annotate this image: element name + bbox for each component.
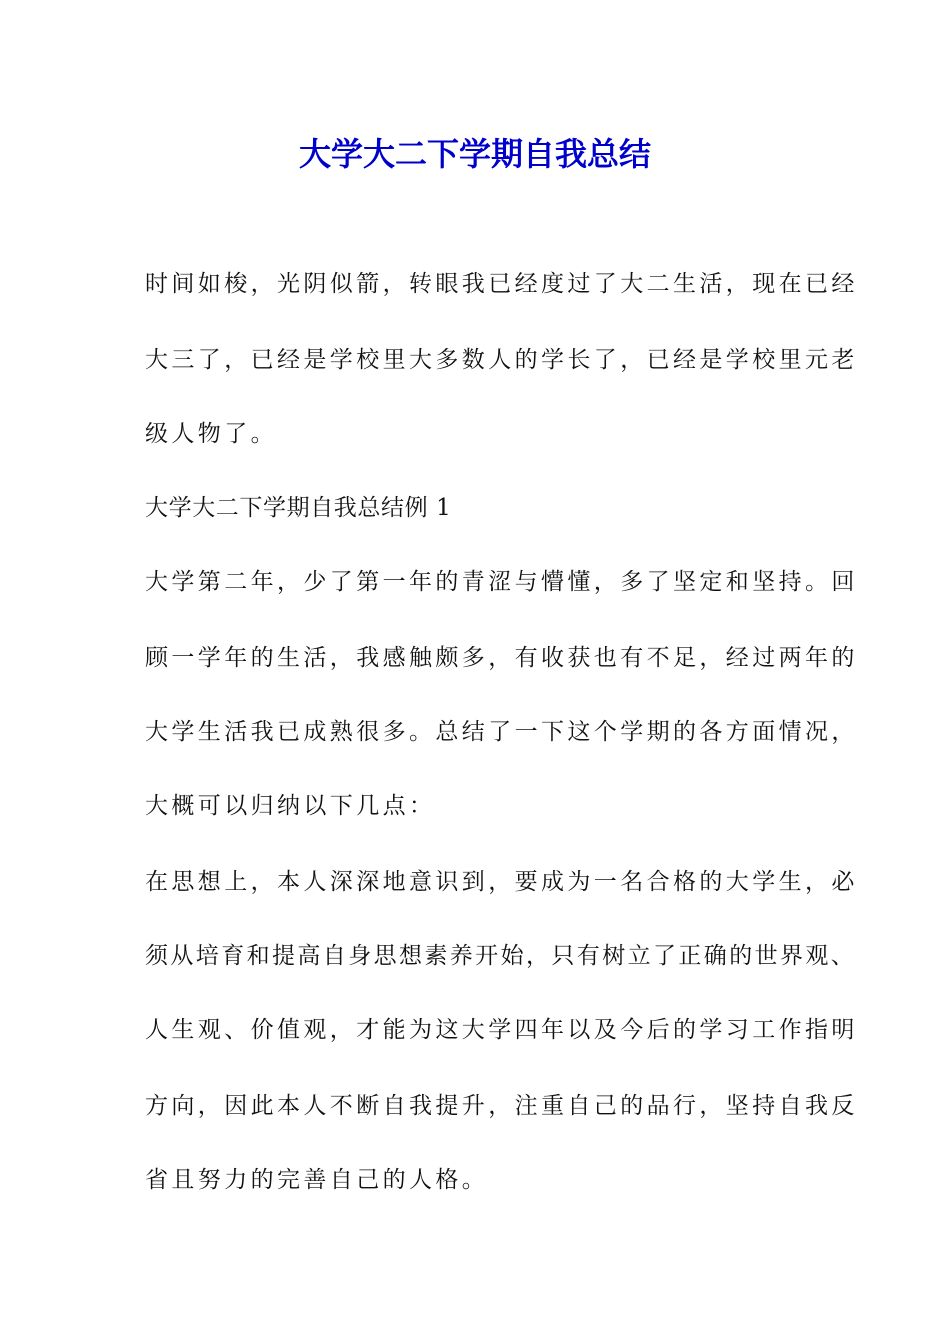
- paragraph-line: 大学第二年，少了第一年的青涩与懵懂，多了坚定和坚持。回: [145, 569, 858, 595]
- paragraph-line: 须从培育和提高自身思想素养开始，只有树立了正确的世界观、: [145, 943, 857, 969]
- document-title: 大学大二下学期自我总结: [298, 135, 651, 173]
- paragraph-line: 在思想上，本人深深地意识到，要成为一名合格的大学生，必: [145, 869, 858, 895]
- section-heading: 大学大二下学期自我总结例 1: [145, 495, 452, 521]
- paragraph-line: 顾一学年的生活，我感触颇多，有收获也有不足，经过两年的: [145, 645, 858, 671]
- paragraph-line: 时间如梭，光阴似箭，转眼我已经度过了大二生活，现在已经: [145, 271, 858, 297]
- paragraph-line: 级人物了。: [145, 421, 277, 447]
- paragraph-line: 大三了，已经是学校里大多数人的学长了，已经是学校里元老: [145, 347, 858, 373]
- paragraph-line: 大学生活我已成熟很多。总结了一下这个学期的各方面情况，: [145, 719, 858, 745]
- paragraph-line: 方向，因此本人不断自我提升，注重自己的品行，坚持自我反: [145, 1093, 858, 1119]
- paragraph-line: 省且努力的完善自己的人格。: [145, 1167, 489, 1193]
- paragraph-line: 人生观、价值观，才能为这大学四年以及今后的学习工作指明: [145, 1017, 858, 1043]
- paragraph-line: 大概可以归纳以下几点：: [145, 793, 436, 819]
